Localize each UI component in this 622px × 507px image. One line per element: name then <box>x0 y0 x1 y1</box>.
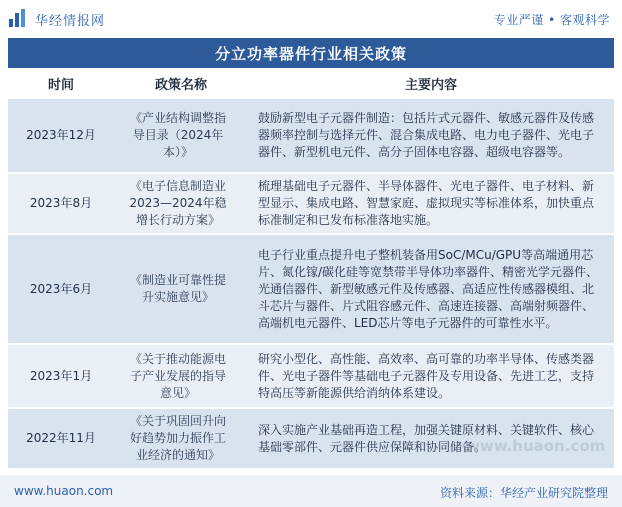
cell-time: 2023年1月 <box>8 344 114 408</box>
cell-time: 2023年6月 <box>8 234 114 344</box>
column-header-time: 时间 <box>8 70 114 98</box>
column-header-content: 主要内容 <box>248 70 614 98</box>
table-row <box>8 98 614 173</box>
cell-content: 研究小型化、高性能、高效率、高可靠的功率半导体、传感类器件、光电子器件等基础电子元器件及专用设备、先进工艺，支持特高压等新能源供给消纳体系建设。 <box>248 344 614 408</box>
watermark: www.huaon.com <box>466 437 606 455</box>
cell-content: 鼓励新型电子元器件制造：包括片式元器件、敏感元器件及传感器频率控制与选择元件、混合集成电路、电力电子器件、光电子器件、新型机电元件、高分子固体电容器、超级电容器等。 <box>248 98 614 173</box>
cell-time: 2023年12月 <box>8 98 114 173</box>
source-note: 资料来源：华经产业研究院整理 <box>439 486 608 500</box>
cell-content: 梳理基础电子元器件、半导体器件、光电子器件、电子材料、新型显示、集成电路、智慧家庭、虚拟现实等标准体系，加快重点标准制定和已发布标准落地实施。 <box>248 173 614 234</box>
table-row <box>8 344 614 408</box>
title-bar <box>8 38 614 68</box>
cell-time: 2023年8月 <box>8 173 114 234</box>
footer <box>0 475 622 507</box>
cell-policy-name: 《关于巩固回升向好趋势加力振作工业经济的通知》 <box>114 408 248 468</box>
table-header-row <box>8 70 614 98</box>
brand-logo[interactable] <box>8 9 105 29</box>
bar-chart-logo-icon <box>8 9 28 29</box>
site-link[interactable]: www.huaon.com <box>14 484 114 498</box>
cell-policy-name: 《制造业可靠性提升实施意见》 <box>114 234 248 344</box>
cell-policy-name: 《产业结构调整指导目录（2024年本）》 <box>114 98 248 173</box>
cell-policy-name: 《关于推动能源电子产业发展的指导意见》 <box>114 344 248 408</box>
table-row <box>8 234 614 344</box>
policy-table <box>8 70 614 468</box>
slogan: 专业严谨 • 客观科学 <box>493 13 610 27</box>
column-header-policy-name: 政策名称 <box>114 70 248 98</box>
table-row <box>8 173 614 234</box>
cell-content: 电子行业重点提升电子整机装备用SoC/MCu/GPU等高端通用芯片、氮化镓/碳化硅等宽禁带半导体功率器件、精密光学元器件、光通信器件、新型敏感元件及传感器、高适应性传感器模组、北斗芯片与器件、片式阻容感元件、高速连接器、高端射频器件、高端机电元器件、LED芯片等电子元器件的可靠性水平。 <box>248 234 614 344</box>
cell-time: 2022年11月 <box>8 408 114 468</box>
logo-text: 华经情报网 <box>35 13 106 29</box>
page-title: 分立功率器件行业相关政策 <box>214 44 407 63</box>
cell-content: 深入实施产业基础再造工程，加强关键原材料、关键软件、核心基础零部件、元器件供应保障和协同储备。 <box>248 408 614 468</box>
cell-policy-name: 《电子信息制造业2023—2024年稳增长行动方案》 <box>114 173 248 234</box>
top-bar <box>0 0 622 38</box>
